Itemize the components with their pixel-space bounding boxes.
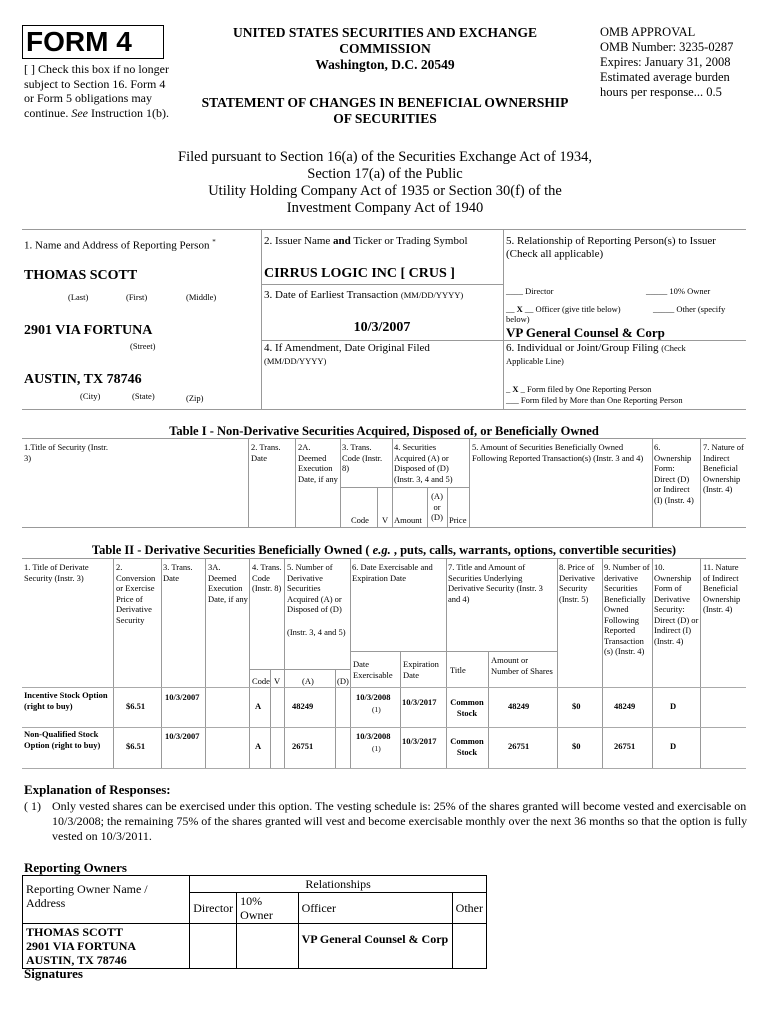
t1-h6: 6. Ownership Form: Direct (D) or Indirect (I) (Instr. 4) [654, 442, 694, 505]
t2-sub-v: V [274, 676, 281, 686]
t2-row2-security: Non-Qualified Stock Option (right to buy) [24, 729, 101, 750]
reporting-person-name: THOMAS SCOTT [24, 268, 138, 283]
table1-title: Table I - Non-Derivative Securities Acquired, Disposed of, or Beneficially Owned [169, 424, 599, 438]
t2-row2-owned: 26751 [614, 741, 636, 751]
agency-line-2: COMMISSION [339, 41, 431, 56]
box5-label-text: 5. Relationship of Reporting Person(s) to Issuer [506, 235, 716, 247]
t1-sub-price: Price [449, 515, 467, 525]
owners-col-name: Reporting Owner Name / Address [23, 876, 190, 924]
t2-row1-security: Incentive Stock Option (right to buy) [24, 690, 108, 711]
zip-label: (Zip) [186, 393, 204, 403]
t1-sub-aord: (A) or (D) [431, 491, 443, 522]
form-title-box [22, 25, 164, 59]
agency-line-3: Washington, D.C. 20549 [315, 57, 455, 72]
t2-row2-deriv-price: $0 [572, 741, 581, 751]
t1-h1: 1.Title of Security (Instr. 3) [24, 442, 108, 463]
t2-row1-exercisable: 10/3/2008 [356, 692, 391, 702]
rel-officer [506, 304, 621, 315]
rel-officer-x: X [516, 304, 523, 314]
t2-row2-code: A [255, 741, 262, 751]
reporting-street: 2901 VIA FORTUNA [24, 323, 153, 338]
box3-label-text: 3. Date of Earliest Transaction [264, 289, 399, 301]
explanation-number: ( 1) [24, 799, 41, 813]
t2-row1-expiration: 10/3/2017 [402, 697, 437, 707]
owner-10-owner [237, 924, 298, 969]
t1-sub-amount: Amount [394, 515, 422, 525]
issuer-name: CIRRUS LOGIC INC [ CRUS ] [264, 266, 455, 281]
omb-line-2: OMB Number: 3235-0287 [600, 40, 734, 54]
see-word: See [71, 105, 88, 120]
box3-label [264, 289, 504, 302]
t2-sub-exercisable: Date Exercisable [353, 659, 393, 680]
t2-h6: 6. Date Exercisable and Expiration Date [352, 562, 433, 583]
t1-sub-code: Code [351, 515, 369, 525]
agency-line-1: UNITED STATES SECURITIES AND EXCHANGE [232, 25, 538, 40]
omb-approval [600, 25, 765, 100]
t2-row1-code: A [255, 701, 262, 711]
t1-h2: 2. Trans. Date [251, 442, 281, 463]
box2-label-and: and [333, 235, 351, 247]
filed-line-3: Utility Holding Company Act of 1935 or Section 30(f) of the [208, 183, 562, 199]
filed-pursuant [150, 149, 620, 217]
last-label: (Last) [68, 292, 89, 302]
reporting-city: AUSTIN, TX 78746 [24, 372, 142, 387]
middle-label: (Middle) [186, 292, 217, 302]
box3-fmt: (MM/DD/YYYY) [400, 290, 464, 300]
owner-other [452, 924, 486, 969]
t2-row1-footnote: (1) [372, 705, 381, 714]
rel-10-owner: _____ 10% Owner [646, 286, 711, 296]
form-title: FORM 4 [26, 26, 132, 57]
box6-label-text: 6. Individual or Joint/Group Filing [506, 342, 659, 354]
filed-line-4: Investment Company Act of 1940 [286, 200, 484, 216]
box6-check: (Check [661, 343, 686, 353]
first-label: (First) [126, 292, 148, 302]
table1 [22, 438, 746, 528]
t1-h4: 4. Securities Acquired (A) or Disposed of (D) (Instr. 3, 4 and 5) [394, 442, 453, 484]
box4-fmt: (MM/DD/YYYY) [264, 356, 327, 366]
box2-label [264, 235, 504, 248]
owners-col-relationships: Relationships [190, 876, 487, 893]
t2-row1-deriv-price: $0 [572, 701, 581, 711]
box4-label: 4. If Amendment, Date Original Filed [264, 342, 430, 354]
owner-director [190, 924, 237, 969]
t2-row1-date: 10/3/2007 [165, 692, 200, 702]
t2-h8: 8. Price of Derivative Security (Instr. 5) [559, 562, 595, 604]
rel-officer-a: __ [506, 304, 517, 314]
t2-row2-form: D [670, 741, 677, 751]
t1-sub-v: V [382, 515, 389, 525]
filing-more: ___ Form filed by More than One Reporting Person [506, 395, 683, 405]
t2-h1: 1. Title of Derivate Security (Instr. 3) [24, 562, 89, 583]
omb-line-3: Expires: January 31, 2008 [600, 55, 731, 69]
owners-table [22, 875, 487, 969]
filing-one-a: _ [506, 384, 513, 394]
t2-row2-date: 10/3/2007 [165, 731, 200, 741]
t2-row1-shares: 48249 [508, 701, 530, 711]
box2-label-a: 2. Issuer Name [264, 235, 334, 247]
instruction-ref: Instruction 1(b). [87, 105, 169, 120]
state-label: (State) [132, 391, 155, 401]
omb-line-5: hours per response... 0.5 [600, 85, 722, 99]
box2-label-b: Ticker or Trading Symbol [350, 235, 468, 247]
t2-h3a: 3A. Deemed Execution Date, if any [208, 562, 248, 604]
owners-col-director: Director [190, 893, 237, 924]
owner-line-2: 2901 VIA FORTUNA [26, 939, 137, 953]
box6-label [506, 342, 751, 355]
signatures-heading: Signatures [24, 966, 83, 981]
owner-name-address [23, 924, 190, 969]
omb-line-1: OMB APPROVAL [600, 25, 696, 39]
owners-col-owner: 10% Owner [237, 893, 298, 924]
t2-row2-shares: 26751 [508, 741, 530, 751]
t2-row1-owned: 48249 [614, 701, 636, 711]
explanation-heading: Explanation of Responses: [24, 782, 171, 797]
statement-line-2: OF SECURITIES [333, 111, 437, 126]
t2-h11: 11. Nature of Indirect Beneficial Ownership (Instr. 4) [703, 562, 741, 614]
filed-line-1: Filed pursuant to Section 16(a) of the Securities Exchange Act of 1934, [178, 149, 592, 165]
t2-h10: 10. Ownership Form of Derivative Security: Direct (D) or Indirect (I) (Instr. 4) [654, 562, 699, 646]
statement-line-1: STATEMENT OF CHANGES IN BENEFICIAL OWNERSHIP [201, 95, 569, 110]
box5-sub: (Check all applicable) [506, 248, 604, 260]
filing-one-b: _ Form filed by One Reporting Person [518, 384, 652, 394]
checkbox-note [24, 62, 174, 120]
owners-heading: Reporting Owners [24, 860, 127, 875]
city-label: (City) [80, 391, 101, 401]
owner-line-1: THOMAS SCOTT [26, 925, 124, 939]
explanation-text: Only vested shares can be exercised under this option. The vesting schedule is: 25% of the shares granted will become vested and exercisable on 10/3/2008; the remaining 75% of the shares granted will vest and become exercisable monthly over the next 36 months so that the option is fully vested on 10/3/2011. [52, 799, 748, 843]
omb-line-4: Estimated average burden [600, 70, 730, 84]
t2-row2-price: $6.51 [126, 741, 146, 751]
table2-title-b: , puts, calls, warrants, options, convertible securities) [390, 543, 677, 557]
t2-h2: 2. Conversion or Exercise Price of Derivative Security [116, 562, 156, 625]
t2-sub-d: (D) [337, 676, 349, 686]
t2-sub-title: Title [450, 665, 466, 675]
box1-label [24, 236, 259, 253]
owners-col-officer: Officer [298, 893, 452, 924]
agency-block [170, 25, 600, 73]
t2-row2-title: Common Stock [450, 736, 484, 757]
t2-sub-amount: Amount or Number of Shares [491, 655, 553, 676]
owner-officer: VP General Counsel & Corp [298, 924, 452, 969]
t2-h5: 5. Number of Derivative Securities Acquired (A) or Disposed of (D) [287, 562, 342, 614]
officer-title: VP General Counsel & Corp [506, 325, 665, 340]
statement-title [170, 95, 600, 127]
rel-below: below) [506, 314, 530, 324]
t2-row1-amount: 48249 [292, 701, 314, 711]
rel-officer-b: __ Officer (give title below) [522, 304, 621, 314]
filing-one [506, 384, 651, 395]
table2 [22, 558, 746, 769]
box1-label-text: 1. Name and Address of Reporting Person [24, 239, 210, 252]
t2-row2-footnote: (1) [372, 744, 381, 753]
t2-sub-expiration: Expiration Date [403, 659, 439, 680]
rel-other: _____ Other (specify [653, 304, 726, 314]
box6-sub: Applicable Line) [506, 356, 564, 366]
t2-h7: 7. Title and Amount of Securities Underlying Derivative Security (Instr. 3 and 4) [448, 562, 543, 604]
owner-line-3: AUSTIN, TX 78746 [26, 953, 127, 967]
street-label: (Street) [130, 341, 156, 351]
table2-title-eg: e.g. [372, 543, 391, 557]
checkbox-note-text: [ ] Check this box if no longer subject to Section 16. Form 4 or Form 5 obligations may continue. [24, 62, 169, 120]
t2-row2-exercisable: 10/3/2008 [356, 731, 391, 741]
t2-row1-price: $6.51 [126, 701, 146, 711]
table2-title [22, 543, 746, 558]
t2-row2-expiration: 10/3/2017 [402, 736, 437, 746]
owners-col-other: Other [452, 893, 486, 924]
t1-h5: 5. Amount of Securities Beneficially Owned Following Reported Transaction(s) (Instr. 3 and 4) [472, 442, 644, 463]
filed-line-2: Section 17(a) of the Public [307, 166, 463, 182]
t2-sub-a: (A) [302, 676, 314, 686]
t2-row1-title: Common Stock [450, 697, 484, 718]
t2-row1-form: D [670, 701, 677, 711]
filing-one-x: X [512, 384, 519, 394]
box5-label [506, 235, 751, 261]
t2-h5b: (Instr. 3, 4 and 5) [287, 627, 346, 637]
t1-h2a: 2A. Deemed Execution Date, if any [298, 442, 338, 484]
rel-director: ____ Director [506, 286, 554, 296]
table2-title-a: Table II - Derivative Securities Beneficially Owned ( [91, 543, 373, 557]
box1-star: * [212, 238, 216, 246]
t2-h9: 9. Number of derivative Securities Beneficially Owned Following Reported Transaction (s) (Instr. 4) [604, 562, 650, 656]
t2-sub-code: Code [252, 676, 270, 686]
t2-h4: 4. Trans. Code (Instr. 8) [252, 562, 282, 593]
t2-h3: 3. Trans. Date [163, 562, 193, 583]
earliest-transaction-date: 10/3/2007 [353, 320, 411, 335]
t2-row2-amount: 26751 [292, 741, 314, 751]
t1-h3: 3. Trans. Code (Instr. 8) [342, 442, 383, 473]
t1-h7: 7. Nature of Indirect Beneficial Ownership (Instr. 4) [703, 442, 744, 494]
